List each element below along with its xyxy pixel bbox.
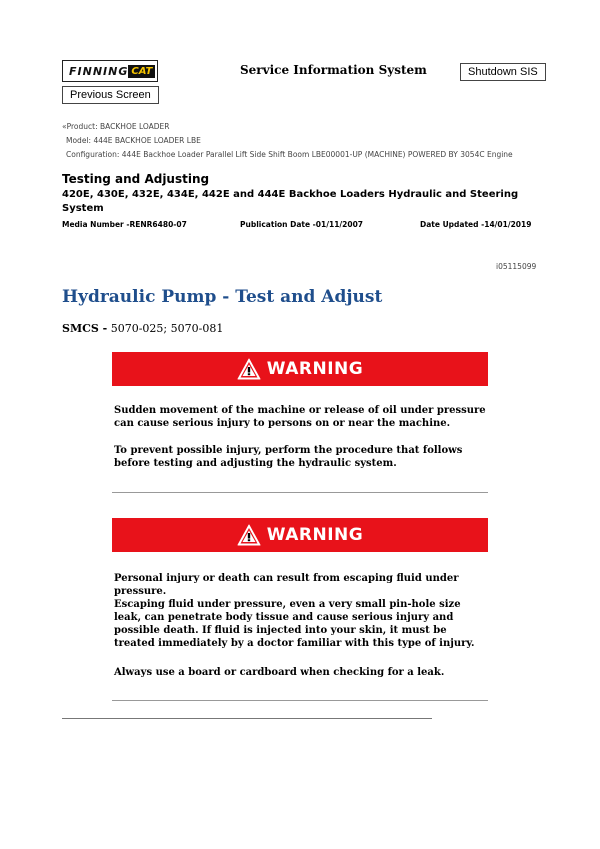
warning-triangle-icon xyxy=(237,524,261,546)
warning-paragraph: To prevent possible injury, perform the procedure that follows before testing and adjusting the hydraulic system. xyxy=(114,445,463,469)
section-title: Testing and Adjusting xyxy=(62,172,210,186)
warning-banner xyxy=(112,352,488,386)
config-value: 444E Backhoe Loader Parallel Lift Side Shift Boom LBE00001-UP (MACHINE) POWERED BY 3054C Engine xyxy=(121,150,513,159)
smcs-codes: 5070-025; 5070-081 xyxy=(110,322,224,335)
finning-cat-logo xyxy=(62,60,158,82)
publication-date: Publication Date -01/11/2007 xyxy=(240,220,364,229)
shutdown-sis-button[interactable]: Shutdown SIS xyxy=(460,63,546,81)
warning-paragraph: Escaping fluid under pressure, even a very small pin-hole size leak, can penetrate body tissue and cause serious injury and possible death. If fluid is injected into your skin, it must be treated immediately by a doctor familiar with this type of injury. xyxy=(114,599,475,649)
product-value: BACKHOE LOADER xyxy=(100,122,170,131)
model-value: 444E BACKHOE LOADER LBE xyxy=(93,136,201,145)
warning-paragraph: Personal injury or death can result from escaping fluid under pressure. xyxy=(114,573,459,597)
cat-badge: CAT xyxy=(128,65,155,78)
warning-banner xyxy=(112,518,488,552)
warning-label: WARNING xyxy=(266,359,364,379)
product-label: Product: xyxy=(66,122,98,131)
page-end-divider xyxy=(62,718,432,719)
back-chevron-icon[interactable]: « xyxy=(62,122,67,131)
configuration-line xyxy=(66,150,513,159)
config-label: Configuration: xyxy=(66,150,120,159)
warning-paragraph: Always use a board or cardboard when checking for a leak. xyxy=(114,667,445,678)
section-subtitle: 420E, 430E, 432E, 434E, 442E and 444E Backhoe Loaders Hydraulic and Steering System xyxy=(62,189,519,214)
system-title: Service Information System xyxy=(240,63,427,77)
divider xyxy=(112,700,488,701)
page-title: Hydraulic Pump - Test and Adjust xyxy=(62,287,383,307)
model-label: Model: xyxy=(66,136,92,145)
smcs-line xyxy=(62,322,223,335)
model-line xyxy=(66,136,201,145)
smcs-label: SMCS - xyxy=(62,322,108,335)
divider xyxy=(112,492,488,493)
warning-paragraph: Sudden movement of the machine or release of oil under pressure can cause serious injury to persons on or near the machine. xyxy=(114,405,486,429)
previous-screen-button[interactable]: Previous Screen xyxy=(62,86,159,104)
document-ref-id: i05115099 xyxy=(496,262,537,271)
date-updated: Date Updated -14/01/2019 xyxy=(420,220,532,229)
logo-text: FINNING xyxy=(69,64,129,78)
media-number: Media Number -RENR6480-07 xyxy=(62,220,187,229)
warning-triangle-icon xyxy=(237,358,261,380)
warning-label: WARNING xyxy=(266,525,364,545)
product-line xyxy=(62,122,170,131)
